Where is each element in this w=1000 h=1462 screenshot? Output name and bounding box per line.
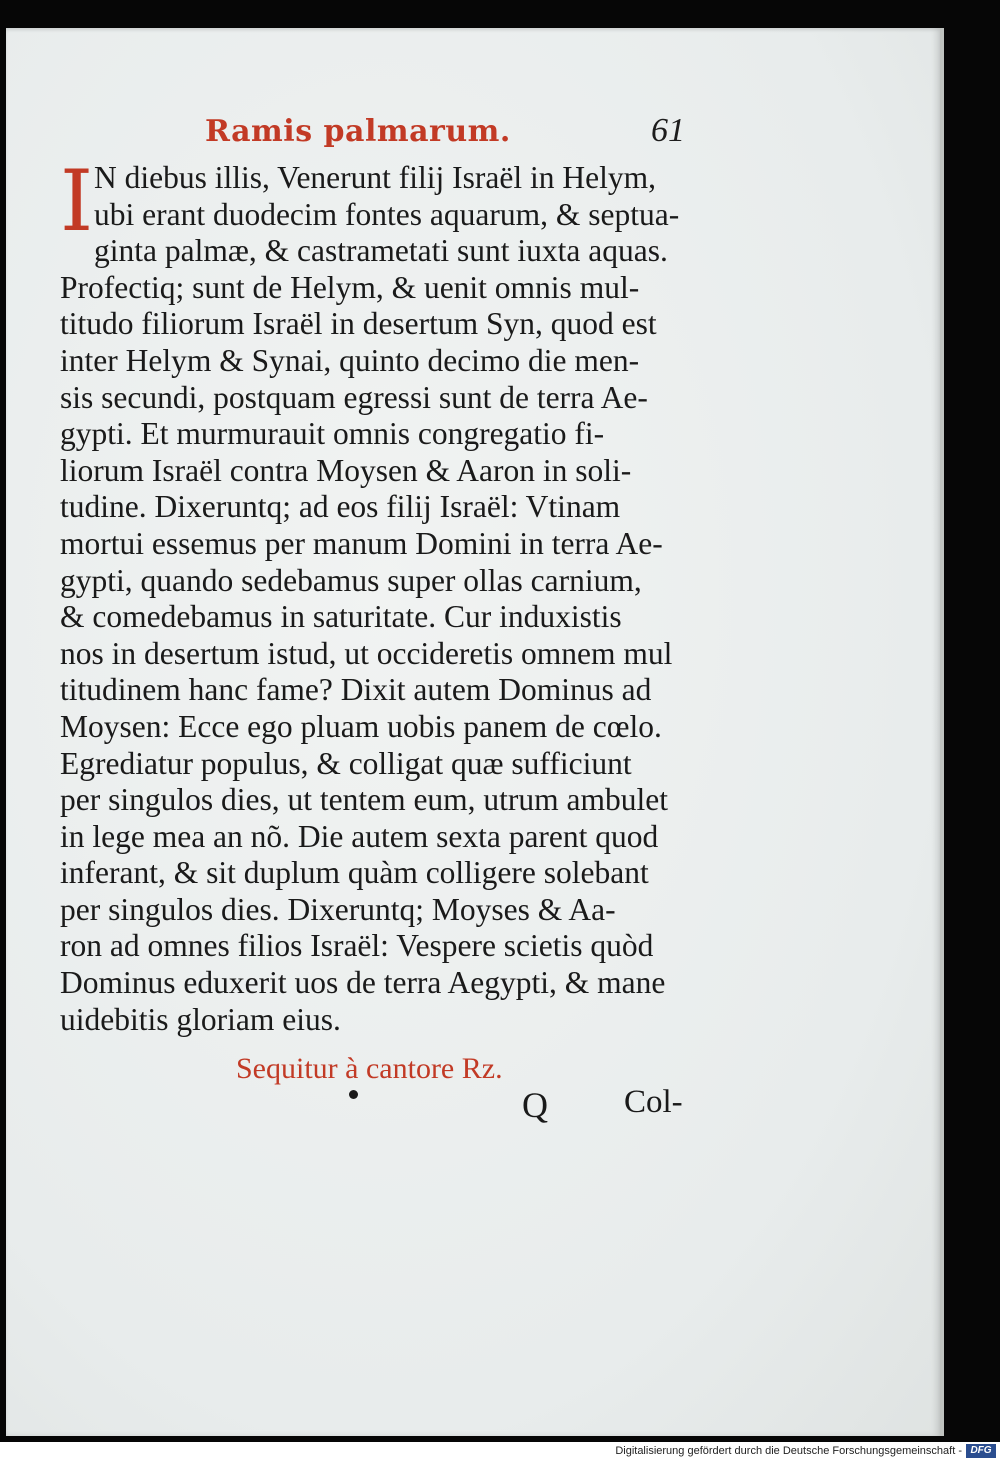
text-line: sis secundi, postquam egressi sunt de terra Ae- (60, 379, 648, 415)
catchword: Col- (624, 1084, 683, 1120)
text-line: in lege mea an nõ. Die autem sexta parent quod (60, 818, 659, 854)
text-line: nos in desertum istud, ut occideretis omnem mul (60, 635, 673, 671)
text-line: per singulos dies, ut tentem eum, utrum ambulet (60, 782, 669, 818)
footer-bar (0, 1442, 1000, 1462)
funding-credit: Digitalisierung gefördert durch die Deutsche Forschungsgemeinschaft - (615, 1445, 962, 1457)
text-line: Egrediatur populus, & colligat quæ sufficiunt (60, 745, 632, 781)
running-head: Ramis palmarum. (205, 114, 511, 149)
text-line: mortui essemus per manum Domini in terra Ae- (60, 525, 663, 561)
text-line: ginta palmæ, & castrametati sunt iuxta aquas. (94, 233, 668, 269)
text-line: per singulos dies. Dixeruntq; Moyses & Aa- (60, 891, 616, 927)
text-line: ubi erant duodecim fontes aquarum, & septua- (94, 196, 680, 232)
page-header (205, 112, 685, 156)
body-text (60, 152, 700, 1038)
text-line: gypti, quando sedebamus super ollas carnium, (60, 562, 642, 598)
text-line: & comedebamus in saturitate. Cur induxistis (60, 599, 622, 635)
text-line: Profectiq; sunt de Helym, & uenit omnis mul- (60, 269, 640, 305)
text-line: ron ad omnes filios Israël: Vespere scietis quòd (60, 928, 654, 964)
text-line: inferant, & sit duplum quàm colligere solebant (60, 855, 649, 891)
initial-letter: I (60, 152, 94, 250)
text-line: titudinem hanc fame? Dixit autem Dominus ad (60, 672, 652, 708)
text-line: N diebus illis, Venerunt filij Israël in Helym, (94, 160, 656, 195)
signature-mark: Q (522, 1085, 548, 1125)
text-line: Dominus eduxerit uos de terra Aegypti, & mane (60, 965, 666, 1001)
page-number: 61 (651, 112, 685, 149)
ornament-dot (349, 1090, 358, 1099)
rubric-instruction: Sequitur à cantore Rz. (236, 1052, 503, 1085)
text-line: titudo filiorum Israël in desertum Syn, quod est (60, 306, 657, 342)
text-line: Moysen: Ecce ego pluam uobis panem de cœlo. (60, 708, 662, 744)
text-line: tudine. Dixeruntq; ad eos filij Israël: Vtinam (60, 489, 621, 525)
text-line: gypti. Et murmurauit omnis congregatio fi- (60, 416, 605, 452)
text-line: uidebitis gloriam eius. (60, 1001, 341, 1037)
text-line: liorum Israël contra Moysen & Aaron in soli- (60, 452, 632, 488)
page-edge (940, 28, 944, 1436)
dfg-logo: DFG (966, 1444, 996, 1458)
text-line: inter Helym & Synai, quinto decimo die men- (60, 342, 640, 378)
